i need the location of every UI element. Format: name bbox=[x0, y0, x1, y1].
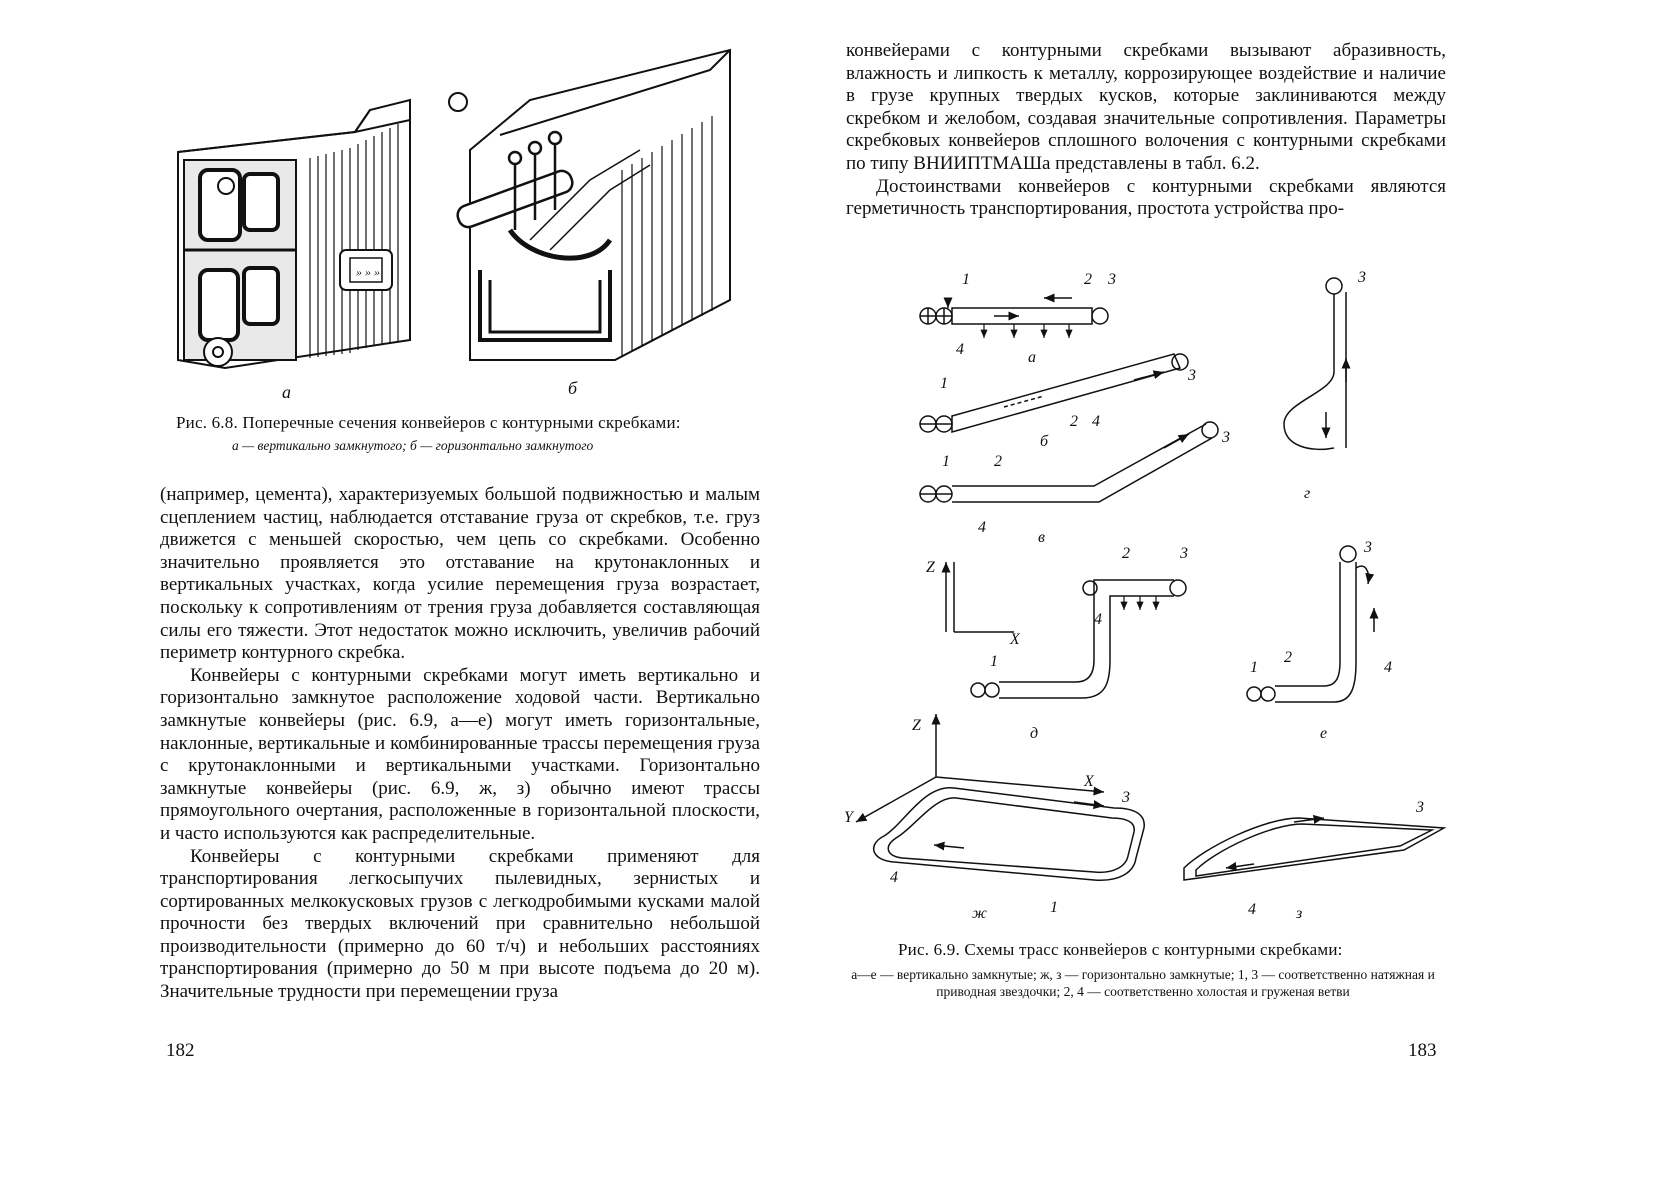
fig69-a-num2: 2 bbox=[1084, 271, 1092, 288]
scheme-a bbox=[920, 298, 1108, 338]
fig69-e-num2: 2 bbox=[1284, 649, 1292, 666]
fig69-v-num4: 4 bbox=[978, 519, 986, 536]
scheme-b bbox=[920, 354, 1188, 432]
right-paragraph-2: Достоинствами конвейеров с контурными скребками являются герметичность транспортирования, простота устройства про- bbox=[846, 175, 1446, 220]
fig69-g-label: г bbox=[1304, 485, 1311, 502]
scheme-g bbox=[1284, 278, 1346, 449]
figure-6-8-label-a: а bbox=[282, 382, 291, 402]
fig69-v-num3: 3 bbox=[1222, 429, 1230, 446]
right-paragraph-1: конвейерами с контурными скребками вызывают абразивность, влажность и липкость к металлу, коррозирующее воздействие и наличие в грузе крупных твердых кусков, которые заклиниваются между скребком и желобом, создавая значительные сопротивления. Параметры скребковых конвейеров сплошного волочения с контурными скребками по типу ВНИИПТМАШа представлены в табл. 6.2. bbox=[846, 40, 1446, 174]
scheme-z bbox=[1184, 818, 1444, 880]
fig69-z-num3: 3 bbox=[1416, 799, 1424, 816]
fig69-d-num4: 4 bbox=[1094, 611, 1102, 628]
figure-6-8-caption: Рис. 6.8. Поперечные сечения конвейеров с контурными скребками: bbox=[176, 413, 681, 432]
fig69-v-num2: 2 bbox=[994, 453, 1002, 470]
fig69-b-num1: 1 bbox=[940, 375, 948, 392]
fig69-axis-x1: X bbox=[1010, 631, 1020, 648]
fig69-a-num3: 3 bbox=[1108, 271, 1116, 288]
right-page bbox=[784, 0, 1568, 1113]
fig69-axis-z2: Z bbox=[912, 717, 921, 734]
fig69-zh-num1: 1 bbox=[1050, 899, 1058, 916]
fig69-z-num4: 4 bbox=[1248, 901, 1256, 918]
fig69-b-num4: 4 bbox=[1092, 413, 1100, 430]
left-paragraph-2: Конвейеры с контурными скребками могут иметь вертикально и горизонтально замкнутое расположение ходовой части. Вертикально замкнутые конвейеры (рис. 6.9, а—е) могут иметь горизонтальные, наклонные, вертикальные и комбинированные трассы перемещения груза с крутонаклонными и вертикальными участками. Горизонтально замкнутые конвейеры (рис. 6.9, ж, з) обычно имеют трассы прямоугольного очертания, расположенные в горизонтальной плоскости, и часто используются как распределительные. bbox=[160, 664, 760, 844]
figure-6-9-subcaption: а—е — вертикально замкнутые; ж, з — горизонтально замкнутые; 1, 3 — соответственно натяжная и приводная звездочки; 2, 4 — соответственно холостая и груженая ветви bbox=[851, 967, 1435, 999]
scheme-d bbox=[954, 562, 1186, 698]
fig69-g-num3: 3 bbox=[1358, 269, 1366, 286]
fig69-zh-label: ж bbox=[972, 905, 987, 922]
left-paragraph-3: Конвейеры с контурными скребками применяют для транспортирования легкосыпучих пылевидных, зернистых и сортированных мелкокусковых грузов с легкодробимыми кусками малой прочности без твердых включений при сравнительно небольшой производительности (примерно до 60 т/ч) и небольших расстояниях транспортирования (примерно до 50 м при высоте подъема до 20 м). Значительные трудности при перемещении груза bbox=[160, 845, 760, 1003]
fig69-zh-num3: 3 bbox=[1122, 789, 1130, 806]
scheme-zh bbox=[856, 714, 1144, 880]
fig69-axis-z1: Z bbox=[926, 559, 935, 576]
fig69-d-num1: 1 bbox=[990, 653, 998, 670]
fig69-b-label: б bbox=[1040, 433, 1049, 450]
fig69-d-label: д bbox=[1030, 725, 1039, 742]
fig69-d-num3: 3 bbox=[1180, 545, 1188, 562]
fig69-axis-x2: X bbox=[1084, 773, 1094, 790]
fig69-e-label: е bbox=[1320, 725, 1328, 742]
right-body-text bbox=[846, 40, 1446, 221]
svg-text:» » »: » » » bbox=[356, 265, 380, 279]
fig69-b-num2: 2 bbox=[1070, 413, 1078, 430]
scheme-e bbox=[1247, 546, 1374, 702]
fig69-e-num4: 4 bbox=[1384, 659, 1392, 676]
fig69-b-num3: 3 bbox=[1188, 367, 1196, 384]
figure-6-9-caption: Рис. 6.9. Схемы трасс конвейеров с контурными скребками: bbox=[898, 940, 1343, 959]
scheme-v bbox=[920, 422, 1218, 502]
figure-6-8-drawing bbox=[170, 40, 750, 380]
page-number-right: 183 bbox=[1408, 1040, 1437, 1061]
fig69-e-num3: 3 bbox=[1364, 539, 1372, 556]
fig69-zh-num4: 4 bbox=[890, 869, 898, 886]
figure-6-8-subcaption: а — вертикально замкнутого; б — горизонтально замкнутого bbox=[232, 438, 594, 453]
fig69-axis-y: Y bbox=[844, 809, 853, 826]
figure-6-8-label-b: б bbox=[568, 378, 578, 398]
fig69-v-label: в bbox=[1038, 529, 1045, 546]
fig69-d-num2: 2 bbox=[1122, 545, 1130, 562]
fig69-a-label: а bbox=[1028, 349, 1036, 366]
fig69-a-num1: 1 bbox=[962, 271, 970, 288]
left-body-text bbox=[160, 484, 760, 1004]
fig69-v-num1: 1 bbox=[942, 453, 950, 470]
page-number-left: 182 bbox=[166, 1040, 195, 1061]
left-page bbox=[0, 0, 784, 1113]
figure-6-9-drawing bbox=[844, 262, 1464, 938]
fig69-a-num4: 4 bbox=[956, 341, 964, 358]
fig69-z-label: з bbox=[1296, 905, 1303, 922]
fig69-e-num1: 1 bbox=[1250, 659, 1258, 676]
left-paragraph-1: (например, цемента), характеризуемых большой подвижностью и малым сцеплением частиц, наблюдается отставание груза от скребков, т.е. груз движется с меньшей скоростью, чем цепь со скребками. Особенно значительно проявляется это отставание на крутонаклонных и вертикальных участках, когда усилие перемещения груза возрастает, поскольку к сопротивлениям от трения груза добавляется составляющая силы его тяжести. Этот недостаток можно исключить, увеличив рабочий периметр контурного скребка. bbox=[160, 484, 760, 664]
